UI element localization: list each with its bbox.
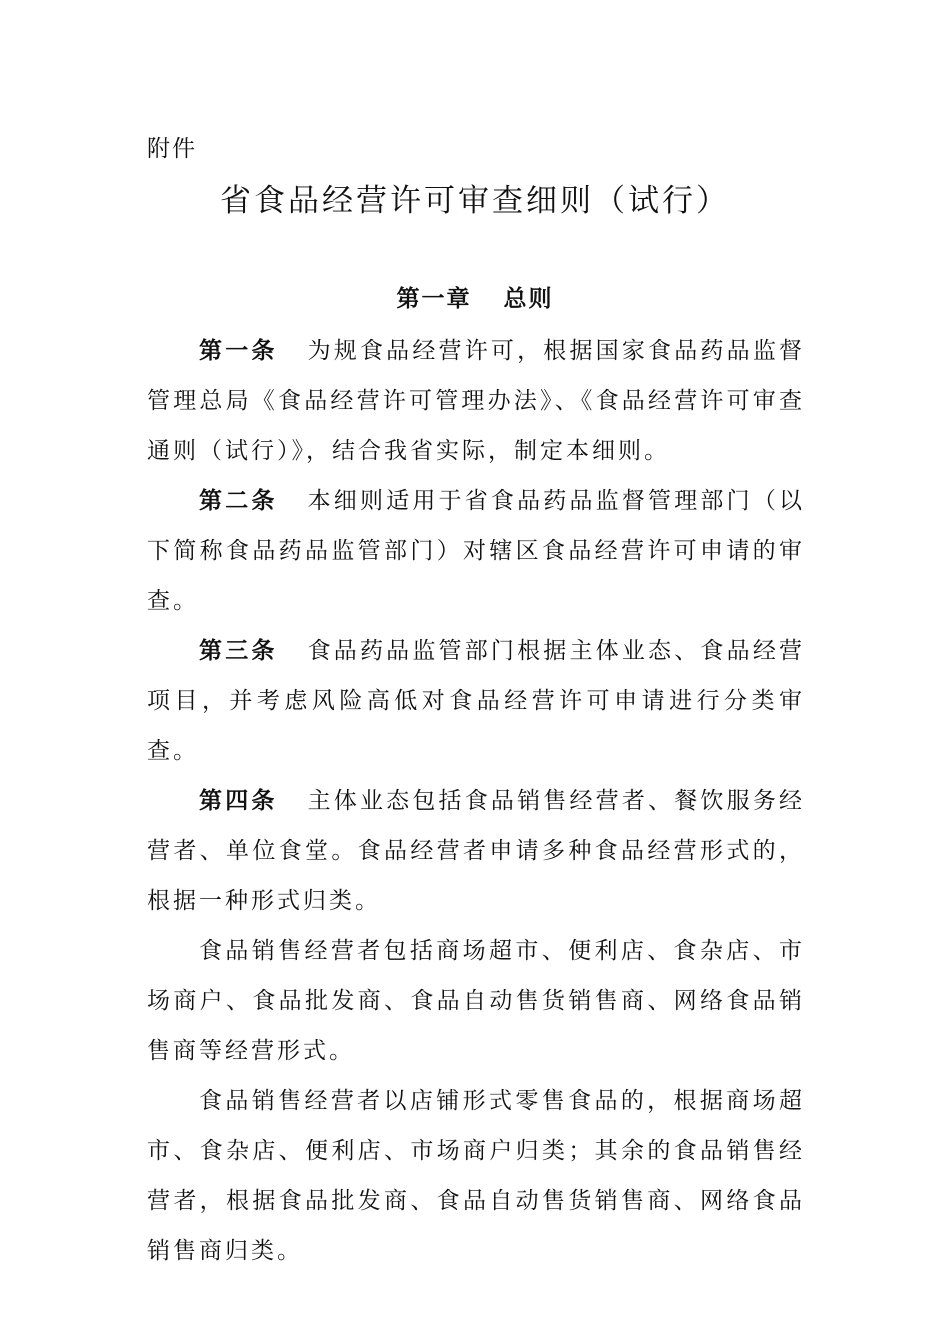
chapter-name: 总则 xyxy=(503,285,554,312)
article-text: 食品药品监管部门根据主体业态、食品经营项目，并考虑风险高低对食品经营许可申请进行分类审查。 xyxy=(147,638,806,764)
article-2 xyxy=(147,476,805,626)
attachment-label: 附件 xyxy=(147,136,197,162)
paragraph-sales-classification: 食品销售经营者以店铺形式零售食品的，根据商场超市、食杂店、便利店、市场商户归类；其余的食品销售经营者，根据食品批发商、食品自动售货销售商、网络食品销售商归类。 xyxy=(147,1088,805,1264)
article-4 xyxy=(147,776,805,926)
article-1 xyxy=(147,326,805,476)
document-body xyxy=(147,326,805,1276)
article-text: 本细则适用于省食品药品监督管理部门（以下简称食品药品监管部门）对辖区食品经营许可申请的审查。 xyxy=(147,488,806,614)
chapter-heading xyxy=(0,279,950,319)
article-text: 为规食品经营许可，根据国家食品药品监督管理总局《食品经营许可管理办法》、《食品经营许可审查通则（试行）》，结合我省实际，制定本细则。 xyxy=(147,338,806,464)
document-title: 省食品经营许可审查细则（试行） xyxy=(220,183,730,219)
article-number: 第一条 xyxy=(199,337,278,364)
article-3 xyxy=(147,626,805,776)
article-text: 主体业态包括食品销售经营者、餐饮服务经营者、单位食堂。食品经营者申请多种食品经营形式的，根据一种形式归类。 xyxy=(147,788,806,914)
article-number: 第三条 xyxy=(199,637,278,664)
paragraph-sales-forms: 食品销售经营者包括商场超市、便利店、食杂店、市场商户、食品批发商、食品自动售货销售商、网络食品销售商等经营形式。 xyxy=(147,938,805,1064)
article-number: 第二条 xyxy=(199,487,278,514)
chapter-number: 第一章 xyxy=(396,285,472,312)
article-number: 第四条 xyxy=(199,787,278,814)
